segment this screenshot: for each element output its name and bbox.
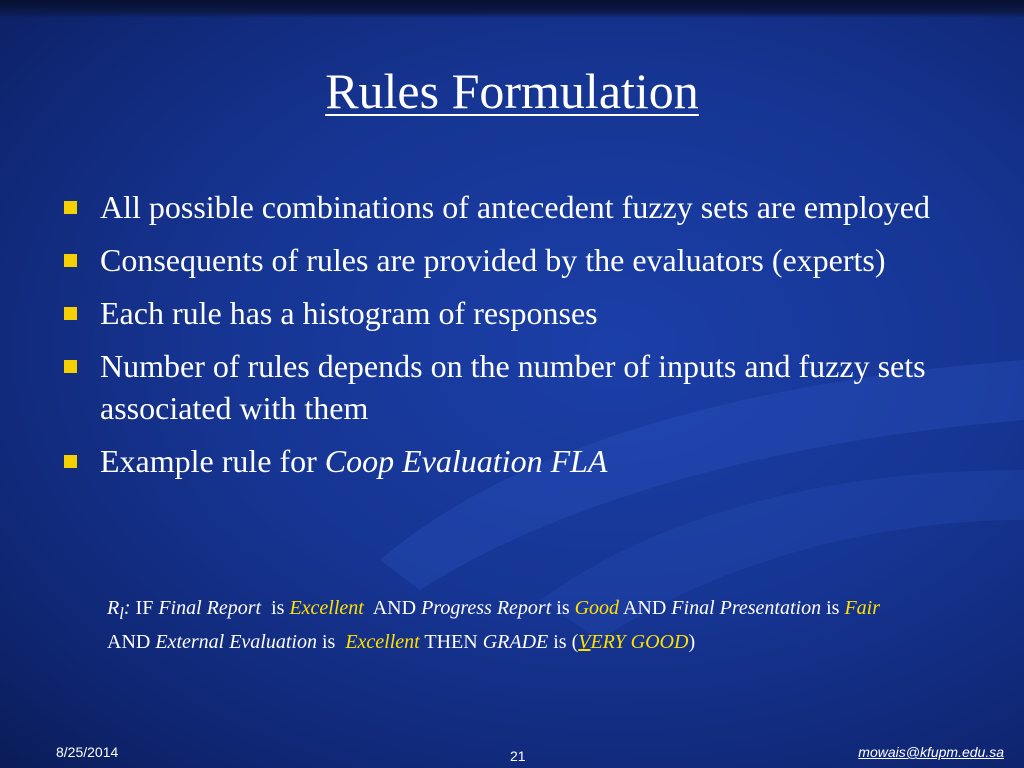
rule-close-paren: ) xyxy=(688,631,696,653)
bullet-item xyxy=(62,345,982,429)
keyword-and: AND xyxy=(363,597,422,619)
keyword-is: is xyxy=(261,597,290,619)
square-bullet-icon xyxy=(64,360,77,373)
rule-variable: Final Report xyxy=(158,597,262,619)
slide-title: Rules Formulation xyxy=(325,63,699,119)
keyword-is: is ( xyxy=(548,631,579,653)
rule-colon: : xyxy=(123,597,131,619)
bullet-text: Each rule has a histogram of responses xyxy=(100,295,598,331)
bullet-text-italic: Coop Evaluation FLA xyxy=(324,443,608,479)
example-rule xyxy=(107,594,987,657)
keyword-if: IF xyxy=(130,597,159,619)
bullet-text: All possible combinations of antecedent fuzzy sets are employed xyxy=(100,189,930,225)
footer-date: 8/25/2014 xyxy=(56,744,119,760)
rule-output-value: ERY GOOD xyxy=(590,631,689,653)
bullet-list xyxy=(62,186,982,493)
keyword-and: AND xyxy=(107,631,156,653)
rule-output-value-initial: V xyxy=(578,631,591,653)
bullet-item xyxy=(62,239,982,281)
rule-variable: External Evaluation xyxy=(155,631,317,653)
rule-variable: Final Presentation xyxy=(671,597,822,619)
bullet-text: Consequents of rules are provided by the evaluators (experts) xyxy=(100,242,886,278)
keyword-then: THEN xyxy=(419,631,483,653)
bullet-text: Example rule for xyxy=(100,443,325,479)
bullet-item xyxy=(62,292,982,334)
footer-email-link[interactable]: mowais@kfupm.edu.sa xyxy=(858,744,1004,760)
rule-output-variable: GRADE xyxy=(482,631,549,653)
rule-value: Good xyxy=(574,597,620,619)
bullet-text: Number of rules depends on the number of inputs and fuzzy sets associated with them xyxy=(100,348,926,426)
rule-value: Excellent xyxy=(345,631,420,653)
rule-value: Excellent xyxy=(289,597,364,619)
rule-index: l xyxy=(119,604,124,623)
keyword-is: is xyxy=(821,597,845,619)
rule-variable: Progress Report xyxy=(421,597,552,619)
bullet-item xyxy=(62,440,982,482)
keyword-is: is xyxy=(551,597,575,619)
keyword-is: is xyxy=(316,631,346,653)
bullet-item xyxy=(62,186,982,228)
top-dark-band xyxy=(0,0,1024,18)
rule-id: R xyxy=(107,597,120,619)
keyword-and: AND xyxy=(619,597,672,619)
footer-page-number: 21 xyxy=(510,748,526,764)
square-bullet-icon xyxy=(64,201,77,214)
square-bullet-icon xyxy=(64,307,77,320)
square-bullet-icon xyxy=(64,455,77,468)
rule-value: Fair xyxy=(844,597,880,619)
square-bullet-icon xyxy=(64,254,77,267)
